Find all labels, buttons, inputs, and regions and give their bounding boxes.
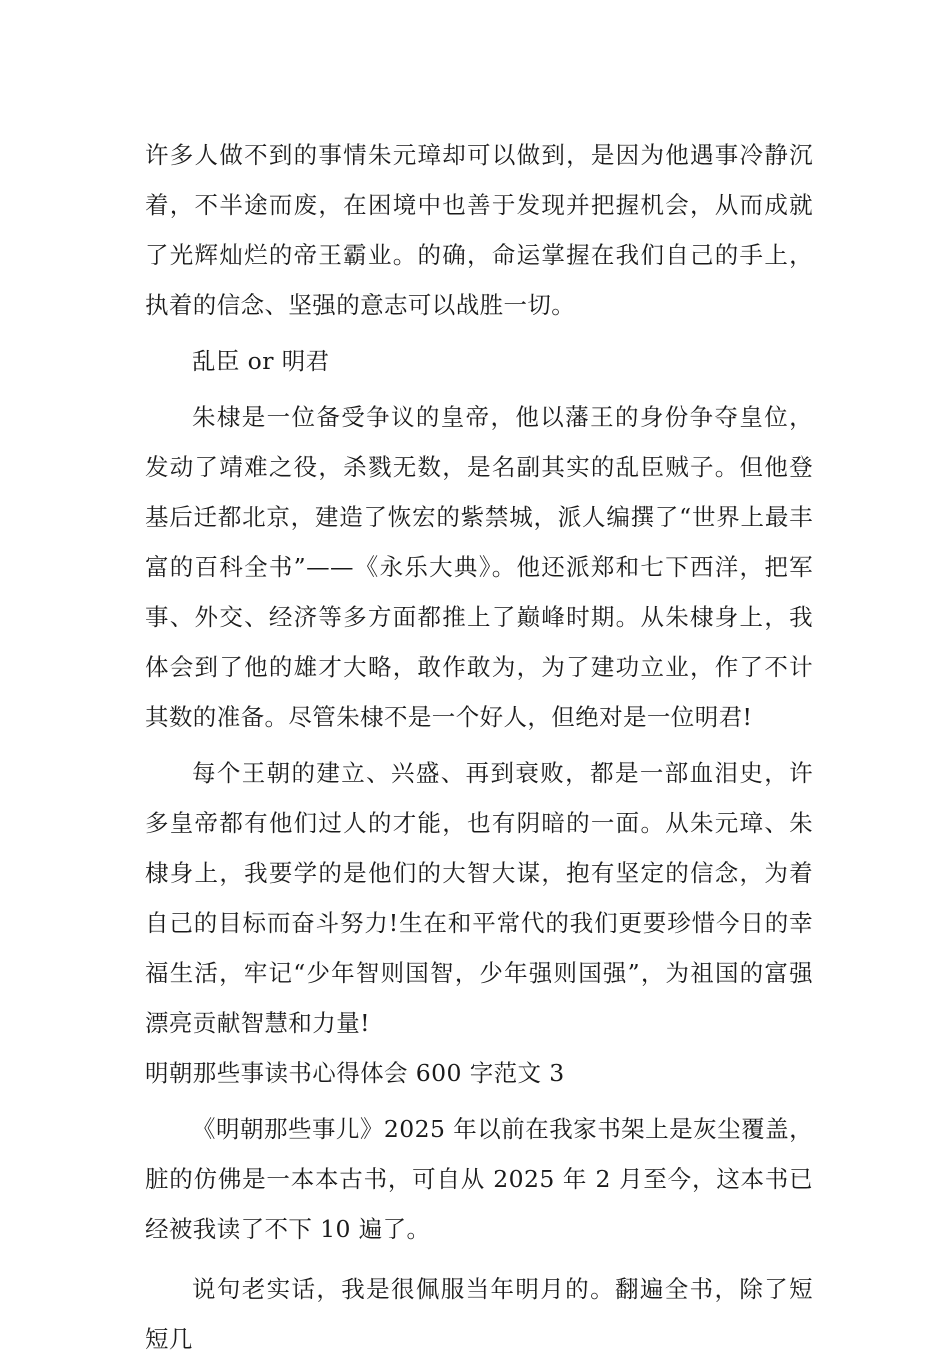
paragraph-book-intro: 《明朝那些事儿》2025 年以前在我家书架上是灰尘覆盖，脏的仿佛是一本本古书，可自从 2025 年 2 月至今，这本书已经被我读了不下 10 遍了。	[145, 1115, 813, 1243]
paragraph-zhu-di: 朱棣是一位备受争议的皇帝，他以藩王的身份争夺皇位，发动了靖难之役，杀戮无数，是名副其实的乱臣贼子。但他登基后迁都北京，建造了恢宏的紫禁城，派人编撰了“世界上最丰富的百科全书”——《永乐大典》。他还派郑和七下西洋，把军事、外交、经济等多方面都推上了巅峰时期。从朱棣身上，我体会到了他的雄才大略，敢作敢为，为了建功立业，作了不计其数的准备。尽管朱棣不是一个好人，但绝对是一位明君!	[145, 403, 813, 731]
paragraph-conclusion-zhu-yuanzhang: 许多人做不到的事情朱元璋却可以做到，是因为他遇事冷静沉着，不半途而废，在困境中也善于发现并把握机会，从而成就了光辉灿烂的帝王霸业。的确，命运掌握在我们自己的手上，执着的信念、坚强的意志可以战胜一切。	[145, 141, 813, 319]
body-text	[145, 130, 813, 1364]
section-heading-rebel-or-wise-ruler: 乱臣 or 明君	[192, 347, 330, 375]
paragraph-author-admiration: 说句老实话，我是很佩服当年明月的。翻遍全书，除了短短几	[145, 1275, 813, 1353]
paragraph-dynasties: 每个王朝的建立、兴盛、再到衰败，都是一部血泪史，许多皇帝都有他们过人的才能，也有阴暗的一面。从朱元璋、朱棣身上，我要学的是他们的大智大谋，抱有坚定的信念，为着自己的目标而奋斗努力!生在和平常代的我们更要珍惜今日的幸福生活，牢记“少年智则国智，少年强则国强”，为祖国的富强漂亮贡献智慧和力量!	[145, 759, 813, 1037]
essay-title-3: 明朝那些事读书心得体会 600 字范文 3	[145, 1059, 565, 1087]
